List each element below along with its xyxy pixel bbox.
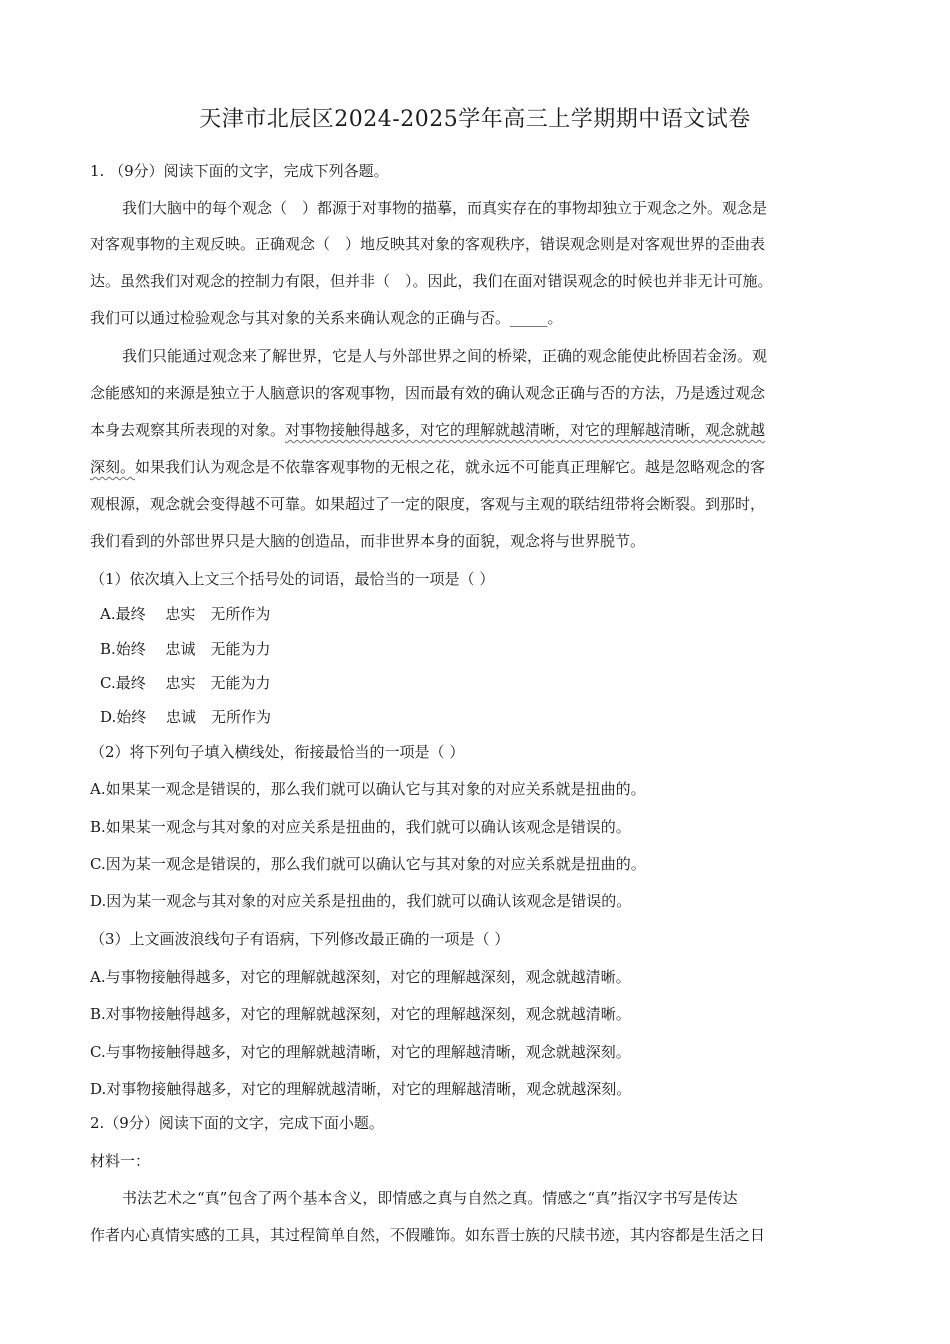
q2-material-label: 材料一： [90,1152,151,1170]
q1-passage-line [90,456,765,477]
q1-sub2-option-a: A.如果某一观念是错误的，那么我们就可以确认它与其对象的对应关系就是扭曲的。 [90,780,646,798]
q1-sub3-option-a: A.与事物接触得越多，对它的理解就越深刻，对它的理解越深刻，观念就越清晰。 [90,968,631,986]
wavy-underlined-sentence: 对事物接触得越多，对它的理解就越清晰，对它的理解越清晰，观念就越 [285,421,766,439]
page-title: 天津市北辰区2024-2025学年高三上学期期中语文试卷 [199,107,751,132]
q1-passage-text: 本身去观察其所表现的对象。 [90,421,286,439]
q1-sub3-option-b: B.对事物接触得越多，对它的理解就越深刻，对它的理解越深刻，观念就越清晰。 [90,1005,631,1023]
q1-passage-line: 念能感知的来源是独立于人脑意识的客观事物，因而最有效的确认观念正确与否的方法，乃是透过观念 [90,384,766,402]
q1-passage-text: 如果我们认为观念是不依靠客观事物的无根之花，就永远不可能真正理解它。越是忽略观念的客 [135,458,766,476]
q1-sub2-option-c: C.因为某一观念是错误的，那么我们就可以确认它与其对象的对应关系就是扭曲的。 [90,855,646,873]
q1-sub3-stem: （3）上文画波浪线句子有语病，下列修改最正确的一项是（ ） [90,930,510,948]
q1-sub3-option-c: C.与事物接触得越多，对它的理解就越清晰，对它的理解越清晰，观念就越深刻。 [90,1043,631,1061]
q1-sub1-option-a: A.最终 忠实 无所作为 [100,605,271,623]
wavy-underlined-sentence-end: 深刻。 [90,458,136,476]
q1-header: 1. （9分）阅读下面的文字，完成下列各题。 [90,162,389,180]
q1-sub2-option-d: D.因为某一观念与其对象的对应关系是扭曲的，我们就可以确认该观念是错误的。 [90,892,632,910]
q1-sub1-stem: （1）依次填入上文三个括号处的词语，最恰当的一项是（ ） [90,570,495,588]
q1-sub1-option-c: C.最终 忠实 无能为力 [100,674,271,692]
q1-passage-line: 观根源，观念就会变得越不可靠。如果超过了一定的限度，客观与主观的联结纽带将会断裂。到那时， [90,495,766,513]
q1-passage-line: 我们看到的外部世界只是大脑的创造品，而非世界本身的面貌，观念将与世界脱节。 [90,532,646,550]
q1-sub3-option-d: D.对事物接触得越多，对它的理解就越清晰，对它的理解越清晰，观念就越深刻。 [90,1080,632,1098]
q1-passage-line [90,419,765,440]
q2-passage-line: 书法艺术之“真”包含了两个基本含义，即情感之真与自然之真。情感之“真”指汉字书写是传达 [122,1189,738,1207]
q1-sub1-option-d: D.始终 忠诚 无所作为 [100,708,272,726]
q2-passage-line: 作者内心真情实感的工具，其过程简单自然，不假雕饰。如东晋士族的尺牍书迹，其内容都是生活之日 [90,1226,766,1244]
q1-passage-line: 达。虽然我们对观念的控制力有限，但并非（ ）。因此，我们在面对错误观念的时候也并非无计可施。 [90,272,773,290]
q1-passage-line: 我们可以通过检验观念与其对象的关系来确认观念的正确与否。_____。 [90,309,563,327]
q1-sub2-stem: （2）将下列句子填入横线处，衔接最恰当的一项是（ ） [90,743,465,761]
q2-header: 2.（9分）阅读下面的文字，完成下面小题。 [90,1114,384,1132]
q1-sub1-option-b: B.始终 忠诚 无能为力 [100,640,271,658]
q1-sub2-option-b: B.如果某一观念与其对象的对应关系是扭曲的，我们就可以确认该观念是错误的。 [90,818,631,836]
q1-passage-line: 对客观事物的主观反映。正确观念（ ）地反映其对象的客观秩序，错误观念则是对客观世界的歪曲表 [90,235,766,253]
q1-passage-line: 我们只能通过观念来了解世界，它是人与外部世界之间的桥梁，正确的观念能使此桥固若金汤。观 [122,347,768,365]
q1-passage-line: 我们大脑中的每个观念（ ）都源于对事物的描摹，而真实存在的事物却独立于观念之外。观念是 [122,199,768,217]
